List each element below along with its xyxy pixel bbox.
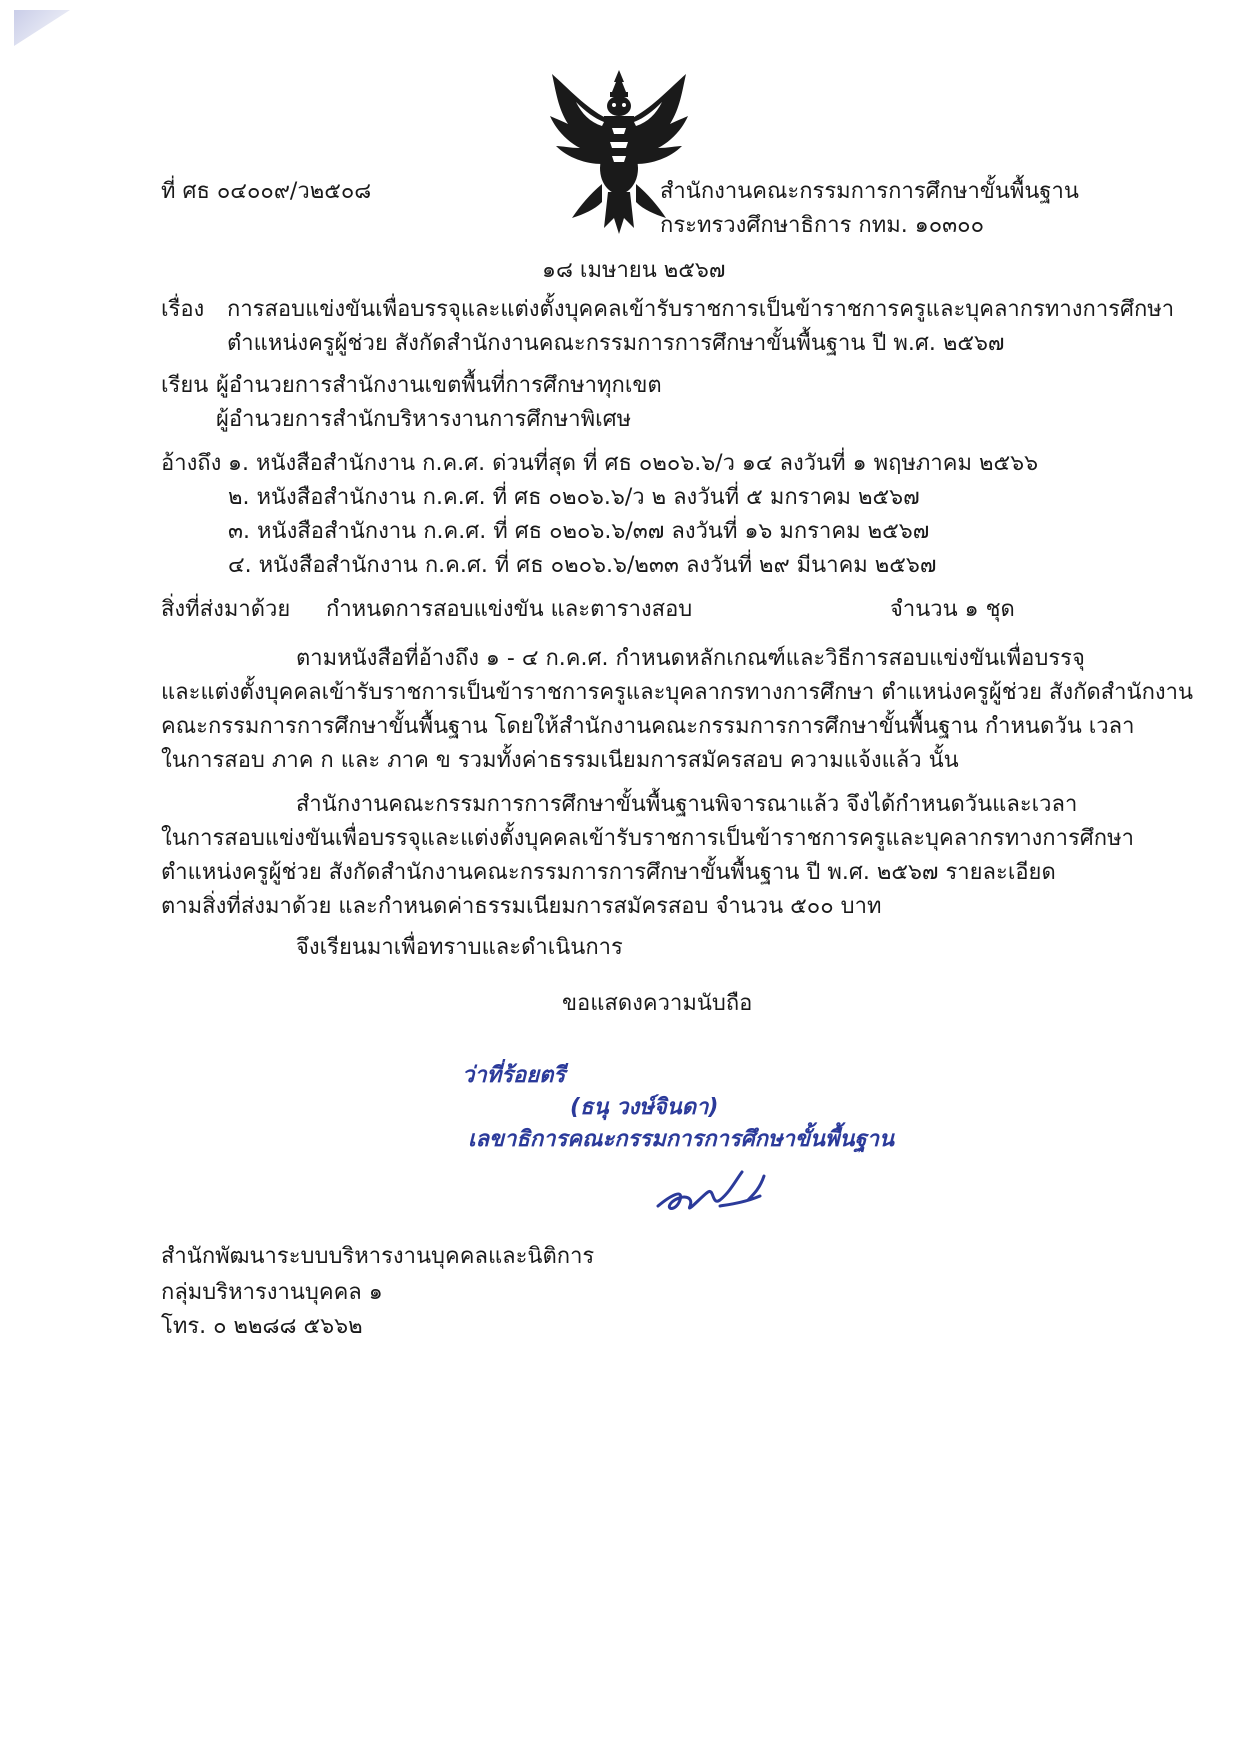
subject-line2: ตำแหน่งครูผู้ช่วย สังกัดสำนักงานคณะกรรมการการศึกษาขั้นพื้นฐาน ปี พ.ศ. ๒๕๖๗ [227,331,1005,356]
body-paragraph-1-line: ในการสอบ ภาค ก และ ภาค ข รวมทั้งค่าธรรมเนียมการสมัครสอบ ความแจ้งแล้ว นั้น [161,748,959,773]
contact-office: สำนักพัฒนาระบบบริหารงานบุคคลและนิติการ [161,1244,595,1269]
signer-rank: ว่าที่ร้อยตรี [462,1063,566,1088]
sender-office-line1: สำนักงานคณะกรรมการการศึกษาขั้นพื้นฐาน [660,179,1079,204]
recipient-line2: ผู้อำนวยการสำนักบริหารงานการศึกษาพิเศษ [216,407,632,432]
body-paragraph-1-line: คณะกรรมการการศึกษาขั้นพื้นฐาน โดยให้สำนักงานคณะกรรมการการศึกษาขั้นพื้นฐาน กำหนดวัน เวลา [161,714,1135,739]
reference-item: ๔. หนังสือสำนักงาน ก.ค.ศ. ที่ ศธ ๐๒๐๖.๖/๒๓๓ ลงวันที่ ๒๙ มีนาคม ๒๕๖๗ [228,553,937,578]
handwritten-signature [650,1166,800,1222]
body-paragraph-2-line: ในการสอบแข่งขันเพื่อบรรจุและแต่งตั้งบุคคลเข้ารับราชการเป็นข้าราชการครูและบุคลากรทางการศึกษา [161,826,1134,851]
sender-office-line2: กระทรวงศึกษาธิการ กทม. ๑๐๓๐๐ [660,213,985,238]
contact-group: กลุ่มบริหารงานบุคคล ๑ [161,1280,383,1305]
body-paragraph-1-line: และแต่งตั้งบุคคลเข้ารับราชการเป็นข้าราชการครูและบุคลากรทางการศึกษา ตำแหน่งครูผู้ช่วย สังกัดสำนักงาน [161,680,1194,705]
enclosure-label: สิ่งที่ส่งมาด้วย [161,597,291,622]
body-paragraph-1-line: ตามหนังสือที่อ้างถึง ๑ - ๔ ก.ค.ศ. กำหนดหลักเกณฑ์และวิธีการสอบแข่งขันเพื่อบรรจุ [296,646,1085,671]
garuda-emblem-icon [546,68,692,236]
body-paragraph-2-line: ตำแหน่งครูผู้ช่วย สังกัดสำนักงานคณะกรรมการการศึกษาขั้นพื้นฐาน ปี พ.ศ. ๒๕๖๗ รายละเอียด [161,860,1056,885]
recipient-line1: ผู้อำนวยการสำนักงานเขตพื้นที่การศึกษาทุกเขต [216,373,662,398]
salutation: ขอแสดงความนับถือ [562,991,753,1016]
document-number: ที่ ศธ ๐๔๐๐๙/ว๒๕๐๘ [161,179,372,204]
recipient-label: เรียน [161,373,209,398]
subject-label: เรื่อง [161,297,205,322]
body-paragraph-2-line: สำนักงานคณะกรรมการการศึกษาขั้นพื้นฐานพิจารณาแล้ว จึงได้กำหนดวันและเวลา [296,792,1078,817]
reference-item: ๑. หนังสือสำนักงาน ก.ค.ศ. ด่วนที่สุด ที่ ศธ ๐๒๐๖.๖/ว ๑๔ ลงวันที่ ๑ พฤษภาคม ๒๕๖๖ [228,451,1039,476]
body-paragraph-2-line: ตามสิ่งที่ส่งมาด้วย และกำหนดค่าธรรมเนียมการสมัครสอบ จำนวน ๕๐๐ บาท [161,894,882,919]
reference-item: ๓. หนังสือสำนักงาน ก.ค.ศ. ที่ ศธ ๐๒๐๖.๖/๓๗ ลงวันที่ ๑๖ มกราคม ๒๕๖๗ [228,519,930,544]
enclosure-count: จำนวน ๑ ชุด [890,597,1015,622]
letter-date: ๑๘ เมษายน ๒๕๖๗ [542,258,726,283]
closing-request: จึงเรียนมาเพื่อทราบและดำเนินการ [296,935,623,960]
signer-name: (ธนุ วงษ์จินดา) [570,1095,719,1120]
contact-phone: โทร. ๐ ๒๒๘๘ ๕๖๖๒ [161,1314,363,1339]
subject-line1: การสอบแข่งขันเพื่อบรรจุและแต่งตั้งบุคคลเข้ารับราชการเป็นข้าราชการครูและบุคลากรทางการศึกษา [227,297,1175,322]
signer-title: เลขาธิการคณะกรรมการการศึกษาขั้นพื้นฐาน [468,1127,894,1152]
scan-corner-mark [14,10,70,46]
reference-label: อ้างถึง [161,451,222,476]
reference-item: ๒. หนังสือสำนักงาน ก.ค.ศ. ที่ ศธ ๐๒๐๖.๖/ว ๒ ลงวันที่ ๕ มกราคม ๒๕๖๗ [228,485,920,510]
enclosure-text: กำหนดการสอบแข่งขัน และตารางสอบ [326,597,693,622]
